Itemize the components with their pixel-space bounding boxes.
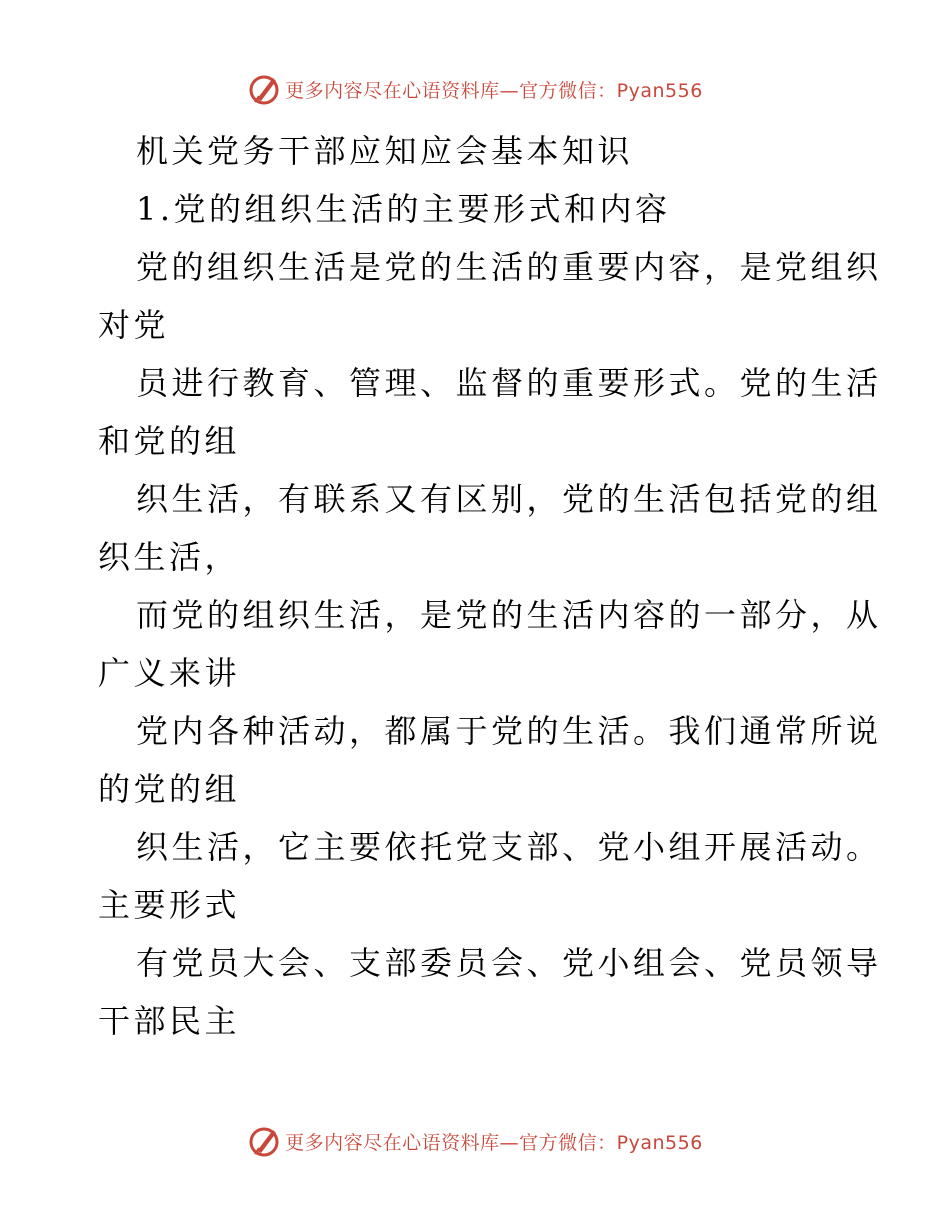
paragraph-line: 广义来讲 [98, 654, 241, 692]
paragraph-line: 和党的组 [98, 422, 241, 460]
paragraph-line: 主要形式 [98, 886, 241, 924]
document-title: 机关党务干部应知应会基本知识 [136, 132, 634, 170]
watermark-text: 更多内容尽在心语资料库—官方微信：Pyan556 [285, 1131, 703, 1154]
paragraph-line: 织生活，它主要依托党支部、党小组开展活动。 [136, 828, 882, 866]
watermark-text: 更多内容尽在心语资料库—官方微信：Pyan556 [285, 79, 703, 102]
paragraph-line: 党内各种活动，都属于党的生活。我们通常所说 [136, 712, 882, 750]
paragraph-line: 织生活， [98, 538, 241, 576]
paragraph-line: 而党的组织生活，是党的生活内容的一部分，从 [136, 596, 882, 634]
paragraph-line: 的党的组 [98, 770, 241, 808]
quill-pen-circle-icon [247, 1124, 281, 1158]
document-body [98, 122, 882, 1050]
paragraph-line: 员进行教育、管理、监督的重要形式。党的生活 [136, 364, 882, 402]
paragraph-line: 对党 [98, 306, 170, 344]
header-watermark [0, 72, 950, 106]
footer-watermark [0, 1124, 950, 1158]
paragraph-line: 党的组织生活是党的生活的重要内容，是党组织 [136, 248, 882, 286]
paragraph-line: 织生活，有联系又有区别，党的生活包括党的组 [136, 480, 882, 518]
paragraph-line: 有党员大会、支部委员会、党小组会、党员领导 [136, 944, 882, 982]
section-heading: 1.党的组织生活的主要形式和内容 [136, 190, 671, 228]
quill-pen-circle-icon [247, 72, 281, 106]
paragraph-line: 干部民主 [98, 1002, 241, 1040]
